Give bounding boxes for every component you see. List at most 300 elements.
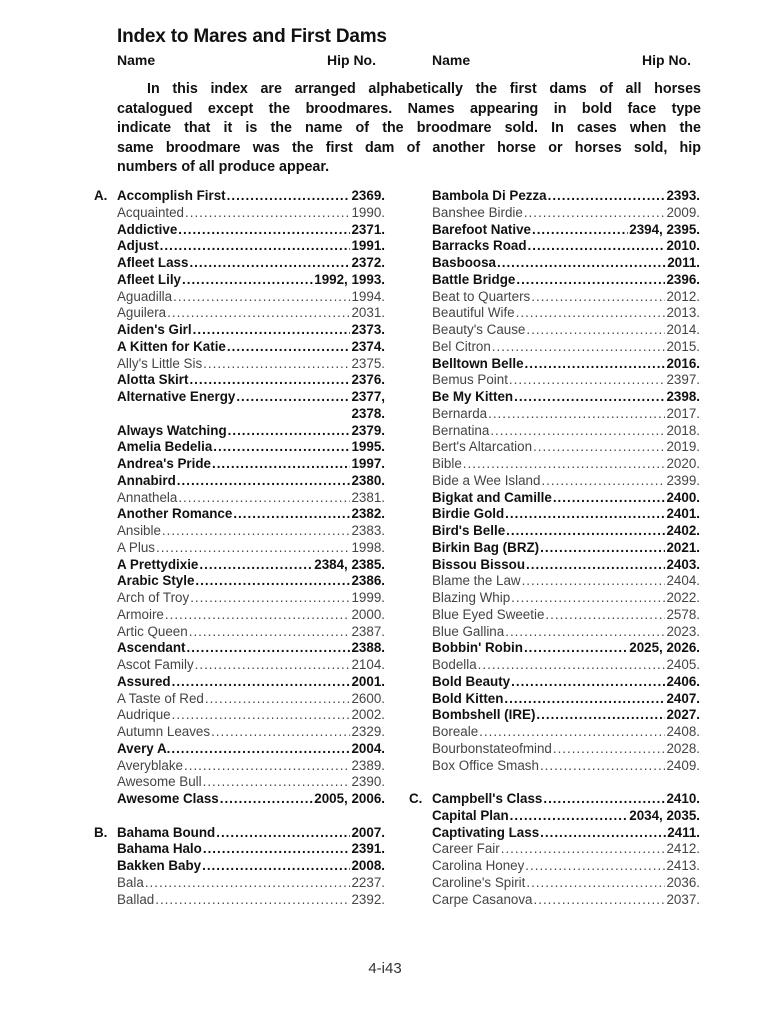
index-entry [117, 624, 385, 641]
index-entry [117, 490, 385, 507]
entry-hip-number: 2388. [351, 640, 385, 656]
leader-dots [160, 238, 351, 255]
leader-dots [478, 657, 666, 674]
leader-dots [532, 222, 628, 239]
leader-dots [216, 825, 350, 842]
leader-dots [211, 724, 350, 741]
entry-hip-number: 2393. [666, 188, 700, 203]
entry-name: Beat to Quarters [432, 288, 531, 304]
leader-dots [506, 523, 665, 540]
leader-dots [490, 423, 665, 440]
entry-hip-number: 2372. [351, 255, 385, 270]
index-entry [117, 205, 385, 222]
entry-name: Andrea's Pride [117, 456, 211, 471]
index-entry [432, 490, 700, 507]
entry-hip-number: 2036. [666, 874, 700, 890]
index-entry [117, 892, 385, 909]
index-entry [117, 557, 385, 574]
entry-name: Artic Queen [117, 623, 188, 639]
index-entry [432, 423, 700, 440]
leader-dots [526, 322, 665, 339]
entry-hip-number: 2001. [351, 673, 385, 689]
entry-name: Bible [432, 456, 462, 471]
entry-name: Barefoot Native [432, 221, 531, 237]
entry-name: Bold Kitten [432, 690, 504, 706]
leader-dots [511, 674, 665, 691]
entry-hip-number: 2017. [666, 405, 700, 421]
entry-hip-number: 2406. [666, 673, 700, 689]
index-entry [432, 289, 700, 306]
entry-name: Beauty's Cause [432, 322, 526, 337]
page-title: Index to Mares and First Dams [117, 26, 387, 47]
entry-hip-number: 2021. [666, 539, 700, 555]
leader-dots [504, 691, 665, 708]
leader-dots [172, 707, 351, 724]
index-entry [432, 255, 700, 272]
leader-dots [233, 506, 350, 523]
entry-name: Bernatina [432, 422, 490, 438]
entry-name: Amelia Bedelia [117, 439, 213, 455]
index-entry [117, 691, 385, 708]
entry-hip-number: 2381. [351, 489, 385, 505]
entry-hip-number: 2403. [666, 556, 700, 572]
leader-dots [177, 473, 351, 490]
entry-hip-number: 2383. [351, 523, 385, 538]
index-entry [117, 707, 385, 724]
entry-hip-number: 1991. [351, 238, 385, 254]
leader-dots [190, 590, 350, 607]
index-entry [117, 674, 385, 691]
leader-dots [534, 892, 666, 909]
entry-hip-number: 2019. [666, 439, 700, 455]
entry-hip-number: 2013. [666, 305, 700, 321]
entry-name: Bahama Bound [117, 824, 216, 840]
entry-hip-number: 2401. [666, 506, 700, 522]
entry-name: Bakken Baby [117, 858, 202, 873]
leader-dots [195, 657, 351, 674]
leader-dots [522, 573, 666, 590]
entry-hip-number: 1999. [351, 590, 385, 605]
index-entry [117, 841, 385, 858]
index-entry [432, 339, 700, 356]
entry-hip-number: 2379. [351, 422, 385, 438]
entry-name: Awesome Bull [117, 774, 202, 790]
entry-name: Bird's Belle [432, 523, 506, 538]
entry-name: Bodella [432, 657, 477, 672]
leader-dots [509, 372, 666, 389]
entry-hip-number: 2008. [351, 858, 385, 873]
entry-name: Afleet Lily [117, 271, 181, 287]
entry-hip-number: 2391. [351, 841, 385, 857]
index-entry [432, 624, 700, 641]
leader-dots [203, 841, 351, 858]
index-entry [117, 272, 385, 289]
entry-hip-number: 2386. [351, 573, 385, 589]
entry-name: Bernarda [432, 405, 488, 421]
index-entry [432, 607, 700, 624]
entry-hip-number: 2034, 2035. [629, 807, 700, 823]
leader-dots [178, 490, 350, 507]
entry-hip-number: 2014. [666, 322, 700, 337]
entry-name: Blazing Whip [432, 590, 511, 605]
leader-dots [505, 506, 665, 523]
entry-name: Blue Gallina [432, 623, 505, 639]
entry-hip-number: 2023. [666, 623, 700, 639]
entry-hip-number: 2011. [667, 255, 700, 270]
entry-hip-number: 2015. [666, 338, 700, 354]
entry-name: Alternative Energy [117, 389, 236, 404]
index-entry [117, 590, 385, 607]
index-entry [432, 724, 700, 741]
entry-name: Birdie Gold [432, 506, 505, 522]
leader-dots [516, 305, 666, 322]
leader-dots [497, 255, 666, 272]
index-entry [432, 875, 700, 892]
entry-name: Captivating Lass [432, 824, 540, 840]
entry-name: Addictive [117, 221, 178, 237]
leader-dots [155, 892, 350, 909]
index-entry [432, 707, 700, 724]
leader-dots [193, 322, 351, 339]
entry-hip-number: 2025, 2026. [629, 640, 700, 656]
index-entry [432, 758, 700, 775]
entry-name: Annathela [117, 489, 178, 505]
leader-dots [236, 389, 350, 406]
entry-hip-number: 2022. [666, 590, 700, 605]
entry-hip-number: 1992, 1993. [314, 271, 385, 287]
leader-dots [516, 272, 665, 289]
leader-dots [186, 640, 350, 657]
entry-name: Bel Citron [432, 338, 491, 354]
leader-dots [510, 808, 629, 825]
intro-paragraph [117, 80, 701, 178]
entry-name: Carolina Honey [432, 858, 525, 873]
entry-name: Box Office Smash [432, 757, 539, 773]
index-entry [117, 439, 385, 456]
leader-dots [184, 758, 350, 775]
entry-name: Audrique [117, 707, 171, 723]
leader-dots [526, 557, 665, 574]
leader-dots [167, 305, 350, 322]
index-entry [432, 222, 700, 239]
entry-hip-number: 2018. [666, 422, 700, 438]
index-entry [117, 573, 385, 590]
leader-dots [525, 356, 666, 373]
leader-dots [545, 607, 665, 624]
entry-name: Aguilera [117, 305, 167, 321]
entry-hip-number: 1994. [351, 288, 385, 304]
entry-name: Be My Kitten [432, 389, 514, 404]
index-entry [432, 372, 700, 389]
entry-name: Bourbonstateofmind [432, 740, 552, 756]
index-entry [117, 389, 385, 406]
leader-dots [553, 490, 666, 507]
entry-name: Banshee Birdie [432, 204, 523, 220]
entry-hip-number: 2371. [351, 221, 385, 237]
entry-hip-number: 2399. [666, 472, 700, 488]
entry-name: Autumn Leaves [117, 724, 211, 739]
index-entry [94, 824, 385, 842]
index-entry [432, 841, 700, 858]
entry-name: Averyblake [117, 757, 183, 773]
entry-hip-number: 2600. [351, 690, 385, 706]
index-entry [432, 825, 700, 842]
entry-name: Bambola Di Pezza [432, 188, 547, 203]
entry-name: Bide a Wee Island [432, 472, 541, 488]
index-entry [117, 758, 385, 775]
entry-name: Blame the Law [432, 573, 521, 589]
page-number: 4-i43 [368, 960, 402, 977]
leader-dots [548, 188, 666, 205]
entry-hip-number: 2410. [666, 791, 700, 806]
index-entry [409, 791, 700, 808]
entry-hip-number: 2377, [351, 389, 385, 404]
entry-hip-number: 2390. [351, 774, 385, 790]
leader-dots [501, 841, 666, 858]
intro-line: catalogued except the broodmares. Names appearing in bold face type [117, 100, 701, 117]
index-entry [117, 456, 385, 473]
index-entry [432, 238, 700, 255]
entry-hip-number: 2397. [666, 372, 700, 388]
leader-dots [540, 758, 666, 775]
entry-hip-number: 2020. [666, 456, 700, 471]
leader-dots [479, 724, 665, 741]
entry-hip-number: 2407. [666, 690, 700, 706]
intro-line: In this index are arranged alphabetically the first dams of all horses [147, 81, 701, 97]
entry-name: Bert's Altarcation [432, 439, 533, 455]
index-entry [432, 473, 700, 490]
entry-name: Birkin Bag (BRZ) [432, 539, 540, 555]
entry-hip-number: 2396. [666, 271, 700, 287]
entry-name: Campbell's Class [432, 791, 543, 806]
entry-hip-number: 2375. [351, 355, 385, 371]
index-entry [117, 356, 385, 373]
leader-dots [213, 439, 350, 456]
index-entry [432, 439, 700, 456]
leader-dots [182, 272, 313, 289]
index-entry [432, 305, 700, 322]
entry-name: Ascendant [117, 640, 186, 656]
entry-name: Arch of Troy [117, 590, 190, 605]
index-entry [432, 322, 700, 339]
entry-name: Afleet Lass [117, 255, 189, 270]
leader-dots [172, 674, 351, 691]
leader-dots [189, 624, 351, 641]
entry-name: Barracks Road [432, 238, 527, 254]
leader-dots [531, 289, 665, 306]
index-entry [432, 691, 700, 708]
entry-hip-number: 2404. [666, 573, 700, 589]
entry-name: Bala [117, 874, 144, 890]
entry-hip-number: 2373. [351, 322, 385, 337]
index-entry [432, 389, 700, 406]
intro-line: same broodmare was the first dam of another horse or horses sold, hip [117, 139, 701, 156]
index-entry [432, 808, 700, 825]
entry-hip-number: 2398. [666, 389, 700, 404]
index-entry [117, 657, 385, 674]
entry-name: Blue Eyed Sweetie [432, 606, 545, 622]
entry-name: Career Fair [432, 841, 500, 857]
leader-dots [220, 791, 314, 808]
entry-name: Bahama Halo [117, 841, 202, 857]
leader-dots [178, 222, 350, 239]
index-entry [117, 607, 385, 624]
section-gap [117, 808, 385, 825]
index-entry [432, 506, 700, 523]
entry-name: Arabic Style [117, 573, 195, 589]
leader-dots [227, 339, 351, 356]
index-entry [117, 858, 385, 875]
entry-name: A Plus [117, 539, 155, 555]
entry-hip-number: 2392. [351, 891, 385, 907]
leader-dots [171, 741, 350, 758]
leader-dots [511, 590, 665, 607]
index-entry [117, 406, 385, 423]
leader-dots [524, 205, 666, 222]
left-index-column [94, 188, 385, 908]
leader-dots [540, 825, 666, 842]
index-entry [117, 640, 385, 657]
entry-hip-number: 2412. [666, 841, 700, 857]
leader-dots [199, 557, 313, 574]
leader-dots [533, 439, 665, 456]
leader-dots [463, 456, 666, 473]
entry-hip-number: 2031. [351, 305, 385, 321]
leader-dots [553, 741, 666, 758]
leader-dots [202, 858, 350, 875]
index-entry [432, 523, 700, 540]
left-hip-header: Hip No. [327, 52, 376, 68]
entry-name: Belltown Belle [432, 355, 524, 371]
index-entry [432, 557, 700, 574]
entry-hip-number: 1998. [351, 539, 385, 555]
entry-hip-number: 2405. [666, 657, 700, 672]
leader-dots [162, 523, 351, 540]
index-entry [117, 255, 385, 272]
entry-name: Ascot Family [117, 657, 194, 672]
index-entry [94, 188, 385, 205]
entry-name: Always Watching [117, 422, 227, 438]
leader-dots [540, 540, 665, 557]
leader-dots [514, 389, 665, 406]
intro-line: indicate that it is the name of the broodmare sold. In cases when the [117, 120, 701, 136]
entry-name: Assured [117, 673, 171, 689]
entry-hip-number: 2402. [666, 523, 700, 538]
entry-hip-number: 1997. [351, 456, 385, 471]
index-entry [117, 774, 385, 791]
entry-hip-number: 2027. [666, 707, 700, 723]
entry-name: Another Romance [117, 506, 233, 522]
entry-hip-number: 2374. [351, 338, 385, 354]
right-name-header: Name [432, 52, 471, 68]
entry-hip-number: 2578. [666, 606, 700, 622]
entry-hip-number: 2005, 2006. [314, 791, 385, 806]
right-index-column [409, 188, 700, 908]
entry-hip-number: 2394, 2395. [629, 221, 700, 237]
leader-dots [145, 875, 351, 892]
entry-name: Alotta Skirt [117, 372, 189, 388]
index-entry [432, 272, 700, 289]
leader-dots [189, 372, 350, 389]
entry-name: Avery A. [117, 740, 171, 756]
leader-dots [203, 774, 351, 791]
intro-line: numbers of all produce appear. [117, 159, 330, 175]
entry-hip-number: 2413. [666, 858, 700, 873]
right-hip-header: Hip No. [642, 52, 691, 68]
index-entry [117, 238, 385, 255]
entry-hip-number: 2009. [666, 204, 700, 220]
entry-name: Bold Beauty [432, 673, 511, 689]
entry-hip-number: 2007. [351, 824, 385, 840]
entry-name: A Prettydixie [117, 556, 199, 572]
section-letter: A. [94, 188, 108, 203]
leader-dots [541, 473, 665, 490]
section-letter: B. [94, 824, 108, 840]
leader-dots [156, 540, 351, 557]
leader-dots [524, 640, 628, 657]
index-entry [432, 188, 700, 205]
entry-hip-number: 2010. [666, 238, 700, 254]
leader-dots [165, 607, 351, 624]
entry-hip-number: 2411. [667, 824, 700, 840]
entry-name: Acquainted [117, 204, 185, 220]
index-entry [432, 858, 700, 875]
index-entry [117, 724, 385, 741]
leader-dots [528, 238, 666, 255]
entry-hip-number: 2004. [351, 740, 385, 756]
entry-hip-number: 2408. [666, 724, 700, 739]
entry-hip-number: 2237. [351, 874, 385, 890]
entry-name: Bombshell (IRE) [432, 707, 536, 723]
entry-name: Awesome Class [117, 791, 219, 806]
index-entry [432, 573, 700, 590]
index-entry [117, 540, 385, 557]
leader-dots [525, 858, 665, 875]
entry-hip-number: 1995. [351, 439, 385, 455]
leader-dots [203, 356, 350, 373]
entry-name: Aguadilla [117, 288, 173, 304]
index-entry [117, 791, 385, 808]
section-gap [432, 774, 700, 791]
left-name-header: Name [117, 52, 156, 68]
entry-hip-number: 2369. [351, 188, 385, 203]
index-entry [117, 473, 385, 490]
entry-name: Ally's Little Sis [117, 355, 203, 371]
leader-dots [536, 707, 665, 724]
entry-hip-number: 2012. [666, 288, 700, 304]
index-entry [432, 657, 700, 674]
entry-hip-number: 2384, 2385. [314, 556, 385, 572]
index-entry [117, 523, 385, 540]
entry-name: A Kitten for Katie [117, 338, 226, 354]
section-letter: C. [409, 791, 423, 806]
entry-name: Adjust [117, 238, 159, 254]
leader-dots [228, 423, 351, 440]
entry-hip-number: 2409. [666, 757, 700, 773]
entry-hip-number: 2016. [666, 355, 700, 371]
index-entry [117, 222, 385, 239]
index-entry [117, 289, 385, 306]
leader-dots [185, 205, 350, 222]
entry-hip-number: 2037. [666, 891, 700, 907]
index-entry [432, 456, 700, 473]
entry-hip-number: 2387. [351, 623, 385, 639]
entry-hip-number: 2376. [351, 372, 385, 388]
leader-dots [212, 456, 351, 473]
entry-name: Accomplish First [117, 188, 226, 203]
index-entry [117, 372, 385, 389]
entry-name: Annabird [117, 472, 176, 488]
